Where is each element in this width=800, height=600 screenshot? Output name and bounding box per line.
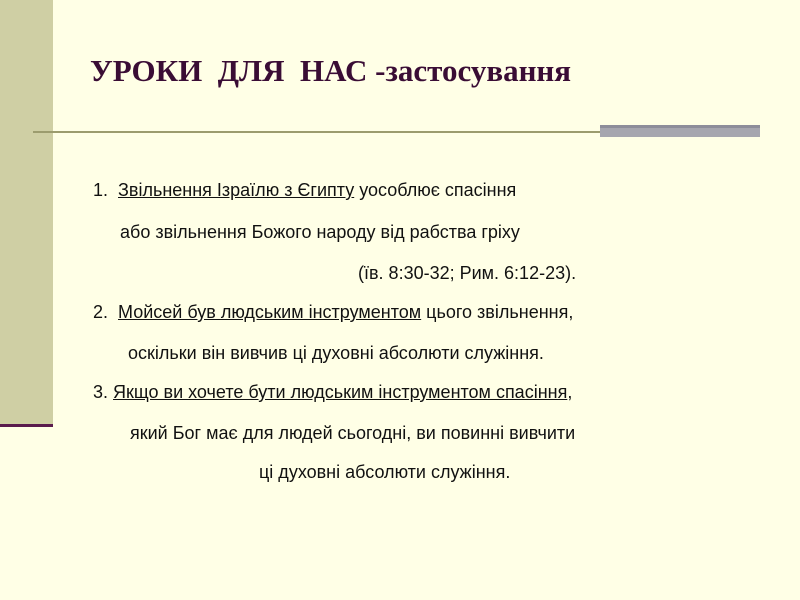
item-2-rest: цього звільнення, bbox=[421, 302, 574, 322]
item-3-line-3: ці духовні абсолюти служіння. bbox=[259, 462, 511, 482]
item-1-line-1 bbox=[93, 179, 516, 201]
item-3-number: 3. bbox=[93, 382, 114, 402]
item-1-lead: Звільнення Ізраїлю з Єгипту bbox=[118, 180, 355, 200]
item-3-lead: Якщо ви хочете бути людським інструментом спасіння bbox=[113, 382, 568, 402]
item-2-line-1 bbox=[93, 301, 573, 323]
item-3-line-2: який Бог має для людей сьогодні, ви повинні вивчити bbox=[130, 423, 576, 443]
item-3-rest: , bbox=[567, 382, 573, 402]
item-1-reference: (їв. 8:30-32; Рим. 6:12-23). bbox=[358, 263, 577, 283]
item-2-number: 2. bbox=[93, 302, 119, 322]
item-1-line-2: або звільнення Божого народу від рабства гріху bbox=[120, 222, 520, 242]
item-3-line-1 bbox=[93, 381, 572, 403]
item-1-rest: уособлює спасіння bbox=[354, 180, 517, 200]
item-1-number: 1. bbox=[93, 180, 119, 200]
item-2-lead: Мойсей був людським інструментом bbox=[118, 302, 422, 322]
item-2-line-2: оскільки він вивчив ці духовні абсолюти служіння. bbox=[128, 343, 544, 363]
slide-title: УРОКИ ДЛЯ НАС -застосування bbox=[90, 53, 572, 88]
